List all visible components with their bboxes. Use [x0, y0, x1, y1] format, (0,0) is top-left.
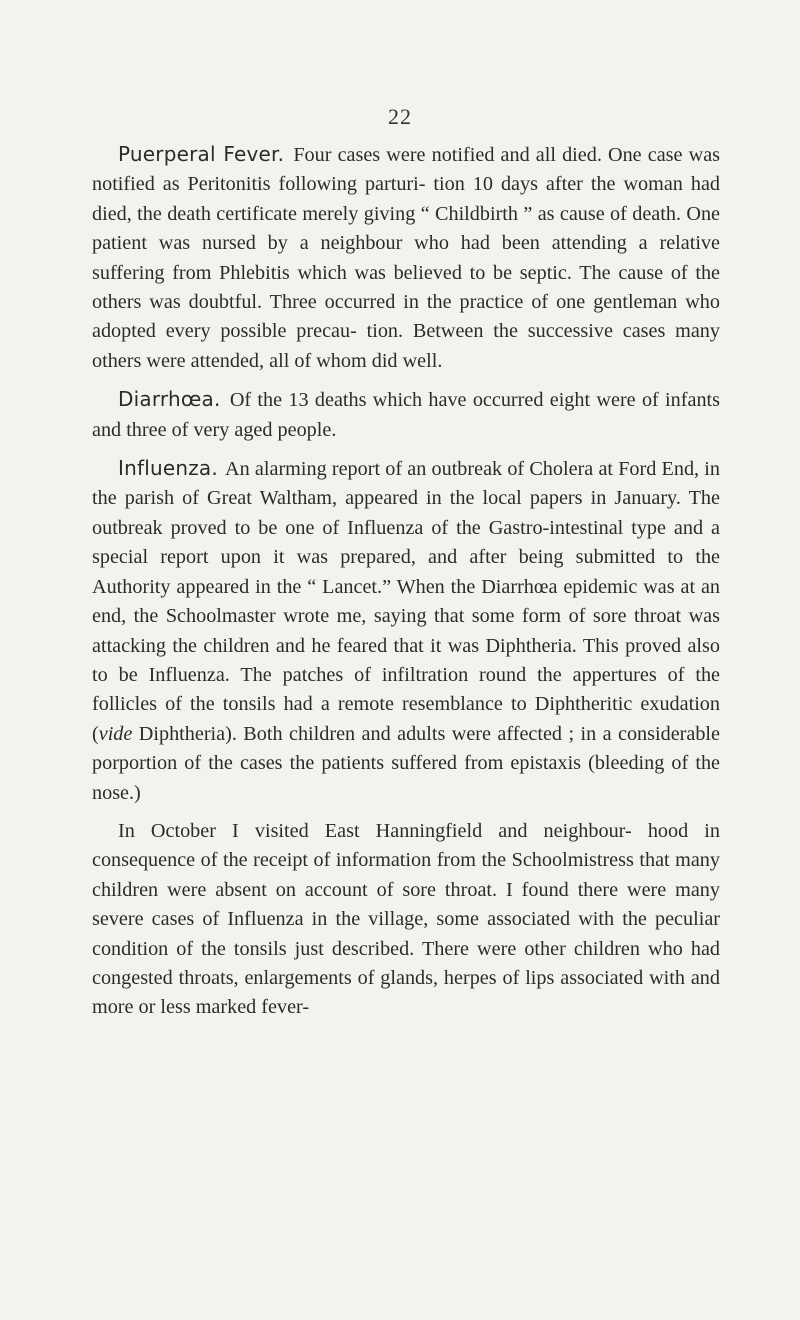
document-body: [92, 140, 720, 1032]
influenza-text-part1: An alarming report of an outbreak of Cholera at Ford End, in the parish of Great Waltham, appeared in the local papers in January. The outbreak proved to be one of Influenza of the Gastro-intestinal type and a special report upon it was prepared, and after being submitted to the Authority appeared in the “ Lancet.” When the Diarrhœa epidemic was at an end, the Schoolmaster wrote me, saying that some form of sore throat was attacking the children and he feared that it was Diphtheria. This proved also to be Influenza. The patches of infiltration round the appertures of the follicles of the tonsils had a remote resemblance to Diphtheritic exudation (: [92, 458, 720, 745]
influenza-paragraph: [92, 454, 720, 808]
october-visit-paragraph: [92, 817, 720, 1023]
puerperal-fever-text: Four cases were notified and all died. One case was notified as Peritonitis following parturi- tion 10 days after the woman had died, the death certificate merely giving “ Childbirth ” as cause of death. One patient was nursed by a neighbour who had been attending a relative suffering from Phlebitis which was believed to be septic. The cause of the others was doubtful. Three occurred in the practice of one gentleman who adopted every possible precau- tion. Between the successive cases many others were attended, all of whom did well.: [92, 144, 721, 372]
diarrhoea-text: Of the 13 deaths which have occurred eight were of infants and three of very aged people.: [92, 389, 721, 441]
influenza-heading: Influenza.: [118, 456, 218, 481]
diarrhoea-paragraph: [92, 385, 720, 445]
diarrhoea-heading: Diarrhœa.: [118, 387, 221, 412]
october-visit-text: In October I visited East Hanningfield and neighbour- hood in consequence of the receipt of information from the Schoolmistress that many children were absent on account of sore throat. I found there were many severe cases of Influenza in the village, some associated with the peculiar condition of the tonsils just described. There were other children who had congested throats, enlargements of glands, herpes of lips associated with and more or less marked fever-: [92, 819, 720, 1019]
influenza-vide: vide: [98, 722, 133, 745]
page-number: 22: [388, 104, 412, 129]
puerperal-fever-paragraph: [92, 140, 720, 376]
influenza-text-part2: Diphtheria). Both children and adults were affected ; in a considerable porportion of the cases the patients suffered from epistaxis (bleeding of the nose.): [92, 722, 720, 804]
puerperal-fever-heading: Puerperal Fever.: [118, 142, 285, 166]
